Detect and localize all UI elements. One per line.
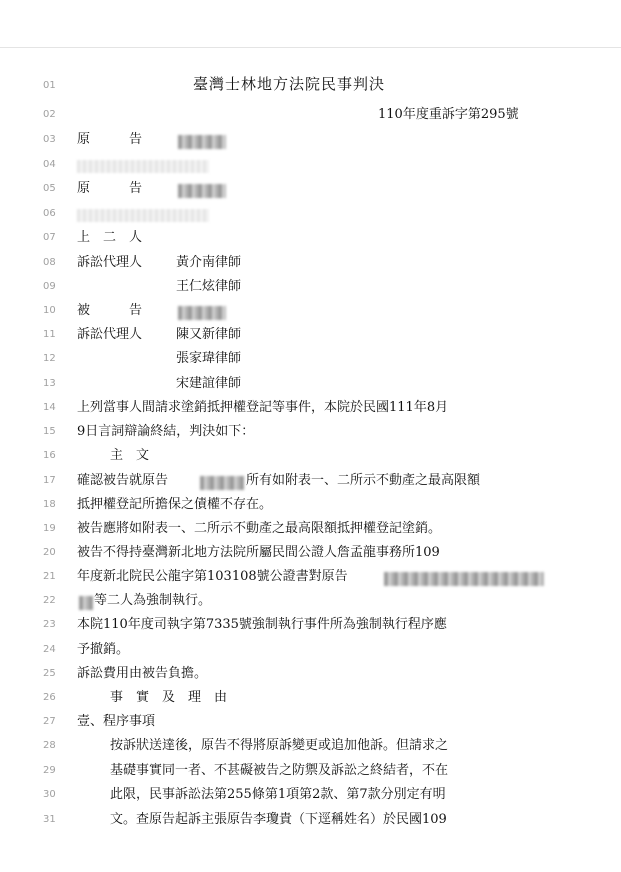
line-number: 11 xyxy=(43,329,56,340)
line-07 xyxy=(0,226,621,250)
redacted-name xyxy=(198,473,246,493)
line-number: 10 xyxy=(43,305,56,316)
line-11 xyxy=(0,323,621,347)
line-10 xyxy=(0,299,621,323)
case-number: 110年度重訴字第295號 xyxy=(378,107,519,122)
body-text: 予撤銷。 xyxy=(77,642,130,657)
body-text: 確認被告就原告 xyxy=(77,473,169,488)
line-16 xyxy=(0,444,621,468)
line-25 xyxy=(0,662,621,686)
line-number: 21 xyxy=(43,571,56,582)
redacted-name xyxy=(176,181,228,201)
line-23 xyxy=(0,613,621,637)
redacted-address xyxy=(77,157,209,177)
line-04 xyxy=(0,153,621,177)
line-number: 19 xyxy=(43,523,56,534)
line-19 xyxy=(0,517,621,541)
line-06 xyxy=(0,202,621,226)
line-number: 25 xyxy=(43,668,56,679)
body-text: 被告不得持臺灣新北地方法院所屬民間公證人詹孟龍事務所109 xyxy=(77,545,440,560)
redacted-address xyxy=(77,206,209,226)
plaintiff-label: 原 告 xyxy=(77,132,143,147)
line-number: 07 xyxy=(43,232,56,243)
line-number: 28 xyxy=(43,740,56,751)
line-27 xyxy=(0,710,621,734)
line-24 xyxy=(0,638,621,662)
defendant-lawyer: 張家瑋律師 xyxy=(176,351,242,366)
line-number: 13 xyxy=(43,378,56,389)
line-number: 24 xyxy=(43,644,56,655)
both-plaintiffs-label: 上 二 人 xyxy=(77,230,143,245)
line-number: 17 xyxy=(43,475,56,486)
body-text: 此限，民事訴訟法第255條第1項第2款、第7款分別定有明 xyxy=(110,787,446,802)
body-text: 9日言詞辯論終結，判決如下： xyxy=(77,424,255,439)
line-number: 01 xyxy=(43,80,56,91)
section-heading: 主 文 xyxy=(110,448,150,463)
defendant-lawyer: 宋建誼律師 xyxy=(176,376,242,391)
line-01 xyxy=(0,74,621,98)
line-08 xyxy=(0,251,621,275)
line-28 xyxy=(0,734,621,758)
line-14 xyxy=(0,396,621,420)
body-text: 上列當事人間請求塗銷抵押權登記等事件，本院於民國111年8月 xyxy=(77,400,449,415)
line-22 xyxy=(0,589,621,613)
line-29 xyxy=(0,759,621,783)
line-21 xyxy=(0,565,621,589)
line-number: 12 xyxy=(43,353,56,364)
plaintiff-lawyer: 黃介南律師 xyxy=(176,255,242,270)
line-12 xyxy=(0,347,621,371)
body-text: 被告應將如附表一、二所示不動產之最高限額抵押權登記塗銷。 xyxy=(77,521,442,536)
body-text: 按訴狀送達後，原告不得將原訴變更或追加他訴。但請求之 xyxy=(110,738,449,753)
line-number: 29 xyxy=(43,765,56,776)
defendant-lawyer: 陳又新律師 xyxy=(176,327,242,342)
agent-label: 訴訟代理人 xyxy=(77,327,143,342)
plaintiff-lawyer: 王仁炫律師 xyxy=(176,279,242,294)
line-number: 30 xyxy=(43,789,56,800)
document-page xyxy=(0,47,621,828)
body-text: 文。查原告起訴主張原告李瓊貴（下逕稱姓名）於民國109 xyxy=(110,812,447,827)
line-number: 16 xyxy=(43,450,56,461)
redacted-name xyxy=(382,569,546,589)
body-text: 本院110年度司執字第7335號強制執行事件所為強制執行程序應 xyxy=(77,617,447,632)
redacted-name xyxy=(176,303,228,323)
line-05 xyxy=(0,177,621,201)
line-number: 06 xyxy=(43,208,56,219)
body-text: 訴訟費用由被告負擔。 xyxy=(77,666,208,681)
line-15 xyxy=(0,420,621,444)
section-heading: 事 實 及 理 由 xyxy=(110,690,228,705)
line-number: 14 xyxy=(43,402,56,413)
body-text: 所有如附表一、二所示不動產之最高限額 xyxy=(246,473,481,488)
line-09 xyxy=(0,275,621,299)
line-number: 15 xyxy=(43,426,56,437)
line-number: 26 xyxy=(43,692,56,703)
line-number: 03 xyxy=(43,134,56,145)
line-number: 31 xyxy=(43,814,56,825)
body-text: 年度新北院民公龍字第103108號公證書對原告 xyxy=(77,569,348,584)
line-31 xyxy=(0,808,621,828)
line-number: 04 xyxy=(43,159,56,170)
line-number: 08 xyxy=(43,257,56,268)
line-number: 09 xyxy=(43,281,56,292)
line-number: 22 xyxy=(43,595,56,606)
line-30 xyxy=(0,783,621,807)
line-number: 05 xyxy=(43,183,56,194)
plaintiff-label: 原 告 xyxy=(77,181,143,196)
defendant-label: 被 告 xyxy=(77,303,143,318)
line-number: 02 xyxy=(43,109,56,120)
body-text: 基礎事實同一者、不甚礙被告之防禦及訴訟之終結者，不在 xyxy=(110,763,449,778)
body-text: 等二人為強制執行。 xyxy=(94,593,212,608)
line-number: 18 xyxy=(43,499,56,510)
subsection-heading: 壹、程序事項 xyxy=(77,714,156,729)
line-20 xyxy=(0,541,621,565)
agent-label: 訴訟代理人 xyxy=(77,255,143,270)
line-02 xyxy=(0,103,621,127)
document-title: 臺灣士林地方法院民事判決 xyxy=(193,75,386,93)
body-text: 抵押權登記所擔保之債權不存在。 xyxy=(77,497,273,512)
line-17 xyxy=(0,469,621,493)
line-18 xyxy=(0,493,621,517)
redacted-name xyxy=(176,132,228,152)
line-13 xyxy=(0,372,621,396)
line-03 xyxy=(0,128,621,152)
line-26 xyxy=(0,686,621,710)
line-number: 27 xyxy=(43,716,56,727)
line-number: 20 xyxy=(43,547,56,558)
redacted-name xyxy=(77,593,95,613)
line-number: 23 xyxy=(43,619,56,630)
